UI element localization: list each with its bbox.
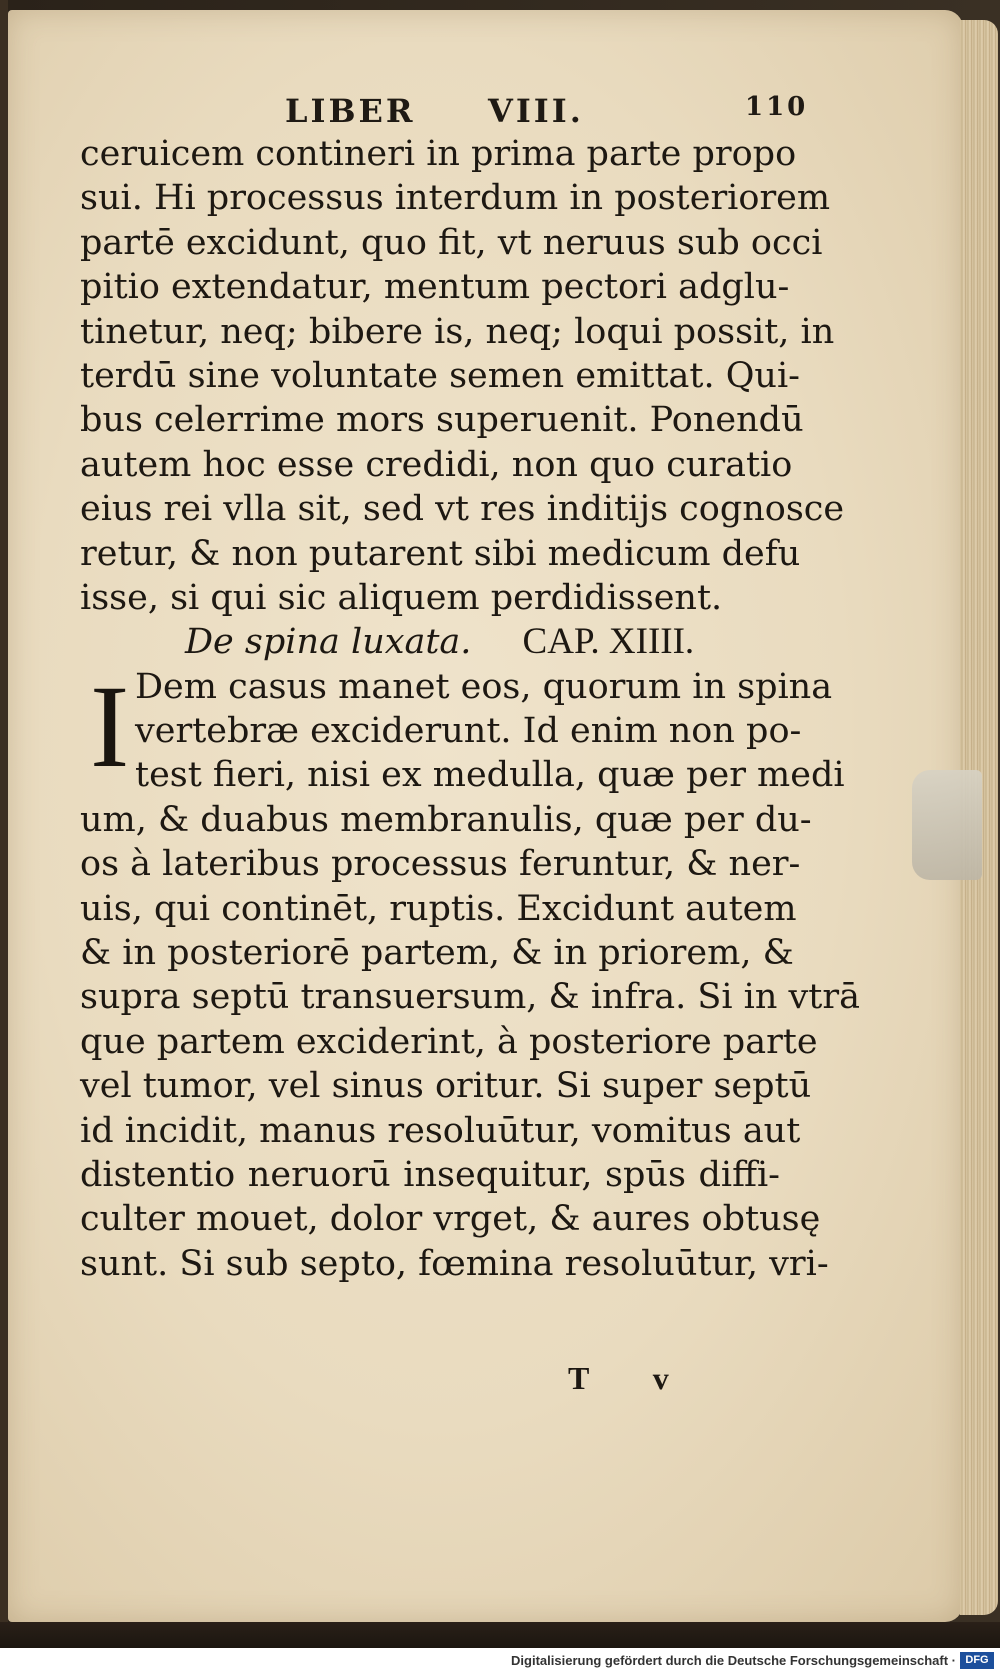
- text-line: culter mouet, dolor vrget, & aures obtusę: [80, 1199, 821, 1240]
- text-line: os à lateribus processus feruntur, & ner-: [80, 844, 801, 885]
- text-line: supra septū transuersum, & infra. Si in vtrā: [80, 977, 860, 1018]
- text-line: sunt. Si sub septo, fœmina resoluūtur, vri-: [80, 1243, 829, 1284]
- body-paragraph: [80, 132, 845, 620]
- text-line: & in posteriorē partem, & in priorem, &: [80, 933, 794, 974]
- folio-number: 110: [745, 92, 809, 122]
- chapter-title: De spina luxata.: [185, 622, 472, 663]
- text-line: terdū sine voluntate semen emittat. Qui-: [80, 355, 800, 396]
- text-line: autem hoc esse credidi, non quo curatio: [80, 444, 793, 485]
- text-line: test fieri, nisi ex medulla, quæ per medi: [135, 755, 845, 796]
- dfg-logo: DFG: [960, 1652, 994, 1669]
- text-line: tinetur, neq; bibere is, neq; loqui possit, in: [80, 311, 835, 352]
- footer-bar: [0, 1648, 1000, 1674]
- page-text: [80, 132, 860, 1286]
- text-line: vel tumor, vel sinus oritur. Si super septū: [80, 1066, 812, 1107]
- chapter-number: CAP. XIIII.: [522, 621, 695, 663]
- bottom-edge: [0, 1622, 1000, 1648]
- text-line: um, & duabus membranulis, quæ per du-: [80, 799, 812, 840]
- text-line: Dem casus manet eos, quorum in spina: [135, 666, 833, 707]
- text-line: bus celerrime mors superuenit. Ponendū: [80, 400, 804, 441]
- bookmark-tab: [912, 770, 982, 880]
- running-header: [0, 92, 1000, 132]
- text-line: isse, si qui sic aliquem perdidissent.: [80, 577, 723, 618]
- binding-edge: [0, 0, 8, 1674]
- text-line: id incidit, manus resoluūtur, vomitus aut: [80, 1110, 801, 1151]
- running-title-left: LIBER: [285, 92, 416, 130]
- text-line: vertebræ exciderunt. Id enim non po-: [135, 711, 802, 752]
- text-line: uis, qui continēt, ruptis. Excidunt autem: [80, 888, 797, 929]
- running-title-right: VIII.: [488, 92, 584, 130]
- funding-credit: Digitalisierung gefördert durch die Deutsche Forschungsgemeinschaft ·: [511, 1653, 956, 1668]
- text-line: distentio neruorū insequitur, spūs diffi-: [80, 1154, 780, 1195]
- text-line: retur, & non putarent sibi medicum defu: [80, 533, 801, 574]
- text-line: eius rei vlla sit, sed vt res inditijs cognosce: [80, 489, 845, 530]
- text-line: que partem exciderint, à posteriore parte: [80, 1021, 818, 1062]
- text-line: partē excidunt, quo fit, vt neruus sub occi: [80, 222, 823, 263]
- text-line: pitio extendatur, mentum pectori adglu-: [80, 267, 790, 308]
- chapter-paragraph: [80, 660, 860, 1286]
- text-line: sui. Hi processus interdum in posteriorem: [80, 178, 831, 219]
- drop-initial: I: [90, 660, 130, 792]
- signature-mark: T v: [568, 1360, 697, 1396]
- text-line: ceruicem contineri in prima parte propo: [80, 134, 797, 174]
- chapter-heading: [80, 620, 780, 664]
